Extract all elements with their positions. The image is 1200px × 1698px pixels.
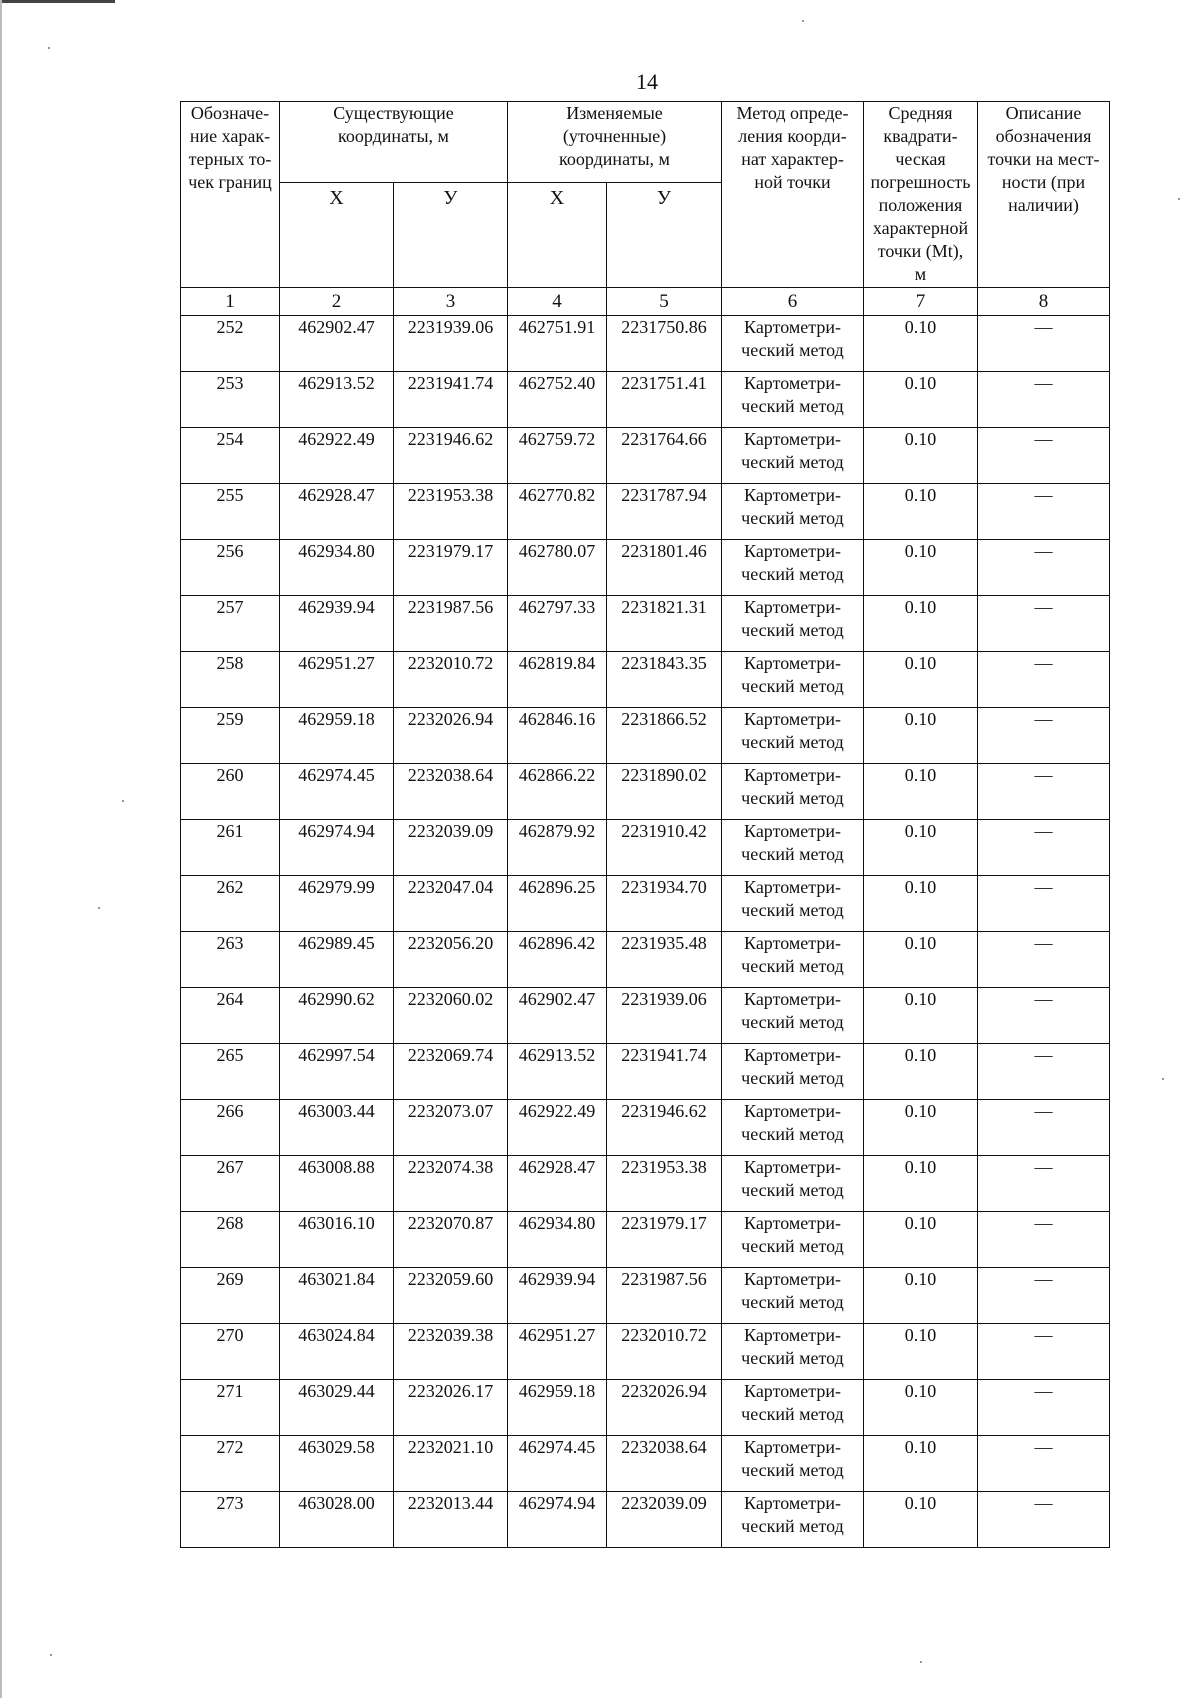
changed-x-cell: 462922.49 [508,1100,607,1156]
description-cell: — [978,484,1110,540]
table-row [181,988,1110,1044]
error-cell: 0.10 [864,316,978,372]
header-error-label: Средняя квадрати- ческая погрешность положения характерной точки (Mt), м [870,103,971,284]
point-cell: 266 [181,1100,280,1156]
description-cell: — [978,1100,1110,1156]
existing-y-cell: 2231953.38 [394,484,508,540]
method-cell: Картометри- ческий метод [722,1380,864,1436]
method-cell: Картометри- ческий метод [722,1044,864,1100]
point-cell: 265 [181,1044,280,1100]
existing-y-cell: 2231979.17 [394,540,508,596]
existing-y-cell: 2231987.56 [394,596,508,652]
method-cell: Картометри- ческий метод [722,372,864,428]
point-cell: 263 [181,932,280,988]
page-number: 14 [636,69,658,94]
changed-y-cell: 2231979.17 [607,1212,722,1268]
error-cell: 0.10 [864,932,978,988]
description-cell: — [978,1380,1110,1436]
method-cell: Картометри- ческий метод [722,1268,864,1324]
error-cell: 0.10 [864,1156,978,1212]
changed-y-cell: 2232010.72 [607,1324,722,1380]
header-error [864,102,978,288]
changed-y-cell: 2231934.70 [607,876,722,932]
table-row [181,316,1110,372]
table-row [181,652,1110,708]
table-row [181,932,1110,988]
description-cell: — [978,876,1110,932]
point-cell: 267 [181,1156,280,1212]
point-cell: 255 [181,484,280,540]
error-cell: 0.10 [864,1044,978,1100]
existing-y-cell: 2231941.74 [394,372,508,428]
table-row [181,1100,1110,1156]
changed-x-cell: 462934.80 [508,1212,607,1268]
existing-x-cell: 463029.44 [280,1380,394,1436]
existing-x-cell: 462997.54 [280,1044,394,1100]
changed-x-cell: 462896.42 [508,932,607,988]
error-cell: 0.10 [864,1268,978,1324]
table-row [181,372,1110,428]
description-cell: — [978,1268,1110,1324]
header-existing-y: У [394,183,508,288]
error-cell: 0.10 [864,820,978,876]
changed-y-cell: 2231910.42 [607,820,722,876]
point-cell: 270 [181,1324,280,1380]
changed-x-cell: 462939.94 [508,1268,607,1324]
header-changed [508,102,722,183]
changed-y-cell: 2232026.94 [607,1380,722,1436]
changed-x-cell: 462879.92 [508,820,607,876]
changed-x-cell: 462797.33 [508,596,607,652]
header-changed-y: У [607,183,722,288]
scan-speck [920,1661,922,1663]
description-cell: — [978,652,1110,708]
changed-x-cell: 462751.91 [508,316,607,372]
column-number: 7 [864,288,978,316]
error-cell: 0.10 [864,596,978,652]
changed-y-cell: 2231890.02 [607,764,722,820]
changed-x-cell: 462959.18 [508,1380,607,1436]
changed-y-cell: 2232038.64 [607,1436,722,1492]
method-cell: Картометри- ческий метод [722,540,864,596]
description-cell: — [978,540,1110,596]
description-cell: — [978,596,1110,652]
changed-y-cell: 2231751.41 [607,372,722,428]
error-cell: 0.10 [864,428,978,484]
column-number: 1 [181,288,280,316]
method-cell: Картометри- ческий метод [722,932,864,988]
table-row [181,1268,1110,1324]
header-method-label: Метод опреде- ления коорди- нат характер- ной точки [736,103,849,192]
changed-x-cell: 462770.82 [508,484,607,540]
existing-y-cell: 2232026.17 [394,1380,508,1436]
changed-y-cell: 2231821.31 [607,596,722,652]
description-cell: — [978,1492,1110,1548]
table-row [181,1044,1110,1100]
error-cell: 0.10 [864,540,978,596]
column-number: 8 [978,288,1110,316]
error-cell: 0.10 [864,708,978,764]
error-cell: 0.10 [864,652,978,708]
method-cell: Картометри- ческий метод [722,988,864,1044]
description-cell: — [978,1212,1110,1268]
table-row [181,484,1110,540]
header-description-label: Описание обозначения точки на мест- ности (при наличии) [987,103,1100,215]
changed-y-cell: 2231801.46 [607,540,722,596]
header-changed-label: Изменяемые (уточненные) координаты, м [559,103,670,169]
changed-x-cell: 462913.52 [508,1044,607,1100]
changed-y-cell: 2231750.86 [607,316,722,372]
method-cell: Картометри- ческий метод [722,484,864,540]
changed-y-cell: 2231866.52 [607,708,722,764]
method-cell: Картометри- ческий метод [722,596,864,652]
existing-y-cell: 2232039.09 [394,820,508,876]
existing-y-cell: 2232073.07 [394,1100,508,1156]
existing-x-cell: 462939.94 [280,596,394,652]
scan-speck [50,1654,52,1656]
point-cell: 260 [181,764,280,820]
changed-x-cell: 462752.40 [508,372,607,428]
changed-x-cell: 462951.27 [508,1324,607,1380]
changed-y-cell: 2231764.66 [607,428,722,484]
point-cell: 259 [181,708,280,764]
table-row [181,876,1110,932]
point-cell: 258 [181,652,280,708]
changed-y-cell: 2231987.56 [607,1268,722,1324]
existing-x-cell: 462934.80 [280,540,394,596]
description-cell: — [978,1436,1110,1492]
scan-speck [1162,1078,1164,1080]
changed-y-cell: 2231935.48 [607,932,722,988]
changed-x-cell: 462974.94 [508,1492,607,1548]
existing-y-cell: 2231939.06 [394,316,508,372]
existing-x-cell: 463024.84 [280,1324,394,1380]
scan-speck [1178,198,1180,200]
table-body [181,316,1110,1548]
existing-x-cell: 463016.10 [280,1212,394,1268]
point-cell: 252 [181,316,280,372]
changed-y-cell: 2231946.62 [607,1100,722,1156]
existing-x-cell: 462974.94 [280,820,394,876]
existing-x-cell: 463028.00 [280,1492,394,1548]
scan-speck [48,47,50,49]
existing-y-cell: 2232038.64 [394,764,508,820]
existing-y-cell: 2232013.44 [394,1492,508,1548]
scan-edge-left [0,0,2,1698]
changed-x-cell: 462846.16 [508,708,607,764]
method-cell: Картометри- ческий метод [722,708,864,764]
point-cell: 269 [181,1268,280,1324]
method-cell: Картометри- ческий метод [722,1100,864,1156]
header-existing [280,102,508,183]
existing-x-cell: 462990.62 [280,988,394,1044]
coordinates-table [180,101,1110,1548]
existing-x-cell: 462959.18 [280,708,394,764]
existing-y-cell: 2232070.87 [394,1212,508,1268]
scan-speck [122,800,124,802]
existing-y-cell: 2232039.38 [394,1324,508,1380]
existing-x-cell: 463003.44 [280,1100,394,1156]
table-row [181,428,1110,484]
point-cell: 257 [181,596,280,652]
point-cell: 254 [181,428,280,484]
description-cell: — [978,764,1110,820]
description-cell: — [978,1156,1110,1212]
changed-x-cell: 462896.25 [508,876,607,932]
changed-y-cell: 2231843.35 [607,652,722,708]
existing-x-cell: 463021.84 [280,1268,394,1324]
table-row [181,1492,1110,1548]
table-row [181,1380,1110,1436]
changed-y-cell: 2231787.94 [607,484,722,540]
method-cell: Картометри- ческий метод [722,1212,864,1268]
error-cell: 0.10 [864,1324,978,1380]
existing-x-cell: 463008.88 [280,1156,394,1212]
existing-x-cell: 462922.49 [280,428,394,484]
method-cell: Картометри- ческий метод [722,428,864,484]
header-existing-x: X [280,183,394,288]
point-cell: 272 [181,1436,280,1492]
existing-x-cell: 462951.27 [280,652,394,708]
point-cell: 271 [181,1380,280,1436]
error-cell: 0.10 [864,372,978,428]
error-cell: 0.10 [864,988,978,1044]
point-cell: 262 [181,876,280,932]
point-cell: 261 [181,820,280,876]
existing-x-cell: 462979.99 [280,876,394,932]
changed-x-cell: 462780.07 [508,540,607,596]
changed-y-cell: 2231953.38 [607,1156,722,1212]
table-row [181,1156,1110,1212]
method-cell: Картометри- ческий метод [722,1436,864,1492]
description-cell: — [978,932,1110,988]
scan-speck [98,907,100,909]
table-row [181,820,1110,876]
description-cell: — [978,428,1110,484]
point-cell: 256 [181,540,280,596]
error-cell: 0.10 [864,876,978,932]
method-cell: Картометри- ческий метод [722,876,864,932]
column-number: 5 [607,288,722,316]
header-point [181,102,280,288]
header-method [722,102,864,288]
existing-y-cell: 2231946.62 [394,428,508,484]
table-row [181,1324,1110,1380]
method-cell: Картометри- ческий метод [722,764,864,820]
existing-y-cell: 2232059.60 [394,1268,508,1324]
changed-y-cell: 2231939.06 [607,988,722,1044]
description-cell: — [978,988,1110,1044]
description-cell: — [978,372,1110,428]
method-cell: Картометри- ческий метод [722,1156,864,1212]
existing-y-cell: 2232021.10 [394,1436,508,1492]
error-cell: 0.10 [864,764,978,820]
scan-speck [802,20,804,22]
existing-x-cell: 463029.58 [280,1436,394,1492]
existing-x-cell: 462913.52 [280,372,394,428]
description-cell: — [978,1044,1110,1100]
column-number: 4 [508,288,607,316]
existing-y-cell: 2232074.38 [394,1156,508,1212]
error-cell: 0.10 [864,1492,978,1548]
description-cell: — [978,1324,1110,1380]
method-cell: Картометри- ческий метод [722,316,864,372]
method-cell: Картометри- ческий метод [722,652,864,708]
changed-y-cell: 2231941.74 [607,1044,722,1100]
existing-y-cell: 2232060.02 [394,988,508,1044]
column-number: 6 [722,288,864,316]
existing-x-cell: 462989.45 [280,932,394,988]
header-changed-x: X [508,183,607,288]
existing-y-cell: 2232047.04 [394,876,508,932]
header-existing-label: Существующие координаты, м [333,103,454,146]
existing-y-cell: 2232056.20 [394,932,508,988]
changed-x-cell: 462902.47 [508,988,607,1044]
table-row [181,1212,1110,1268]
changed-x-cell: 462866.22 [508,764,607,820]
changed-x-cell: 462928.47 [508,1156,607,1212]
error-cell: 0.10 [864,484,978,540]
method-cell: Картометри- ческий метод [722,820,864,876]
point-cell: 273 [181,1492,280,1548]
error-cell: 0.10 [864,1100,978,1156]
changed-y-cell: 2232039.09 [607,1492,722,1548]
existing-y-cell: 2232069.74 [394,1044,508,1100]
description-cell: — [978,708,1110,764]
table-row [181,596,1110,652]
header-description [978,102,1110,288]
existing-x-cell: 462928.47 [280,484,394,540]
scan-edge-top [0,0,115,3]
table-row [181,764,1110,820]
column-number: 3 [394,288,508,316]
existing-y-cell: 2232010.72 [394,652,508,708]
existing-x-cell: 462974.45 [280,764,394,820]
table-row [181,1436,1110,1492]
error-cell: 0.10 [864,1212,978,1268]
changed-x-cell: 462759.72 [508,428,607,484]
error-cell: 0.10 [864,1436,978,1492]
changed-x-cell: 462974.45 [508,1436,607,1492]
changed-x-cell: 462819.84 [508,652,607,708]
existing-x-cell: 462902.47 [280,316,394,372]
method-cell: Картометри- ческий метод [722,1324,864,1380]
error-cell: 0.10 [864,1380,978,1436]
point-cell: 253 [181,372,280,428]
point-cell: 268 [181,1212,280,1268]
description-cell: — [978,820,1110,876]
column-number: 2 [280,288,394,316]
point-cell: 264 [181,988,280,1044]
existing-y-cell: 2232026.94 [394,708,508,764]
table-row [181,708,1110,764]
header-point-label: Обозначе- ние харак- терных то- чек границ [188,103,272,192]
method-cell: Картометри- ческий метод [722,1492,864,1548]
description-cell: — [978,316,1110,372]
table-row [181,540,1110,596]
